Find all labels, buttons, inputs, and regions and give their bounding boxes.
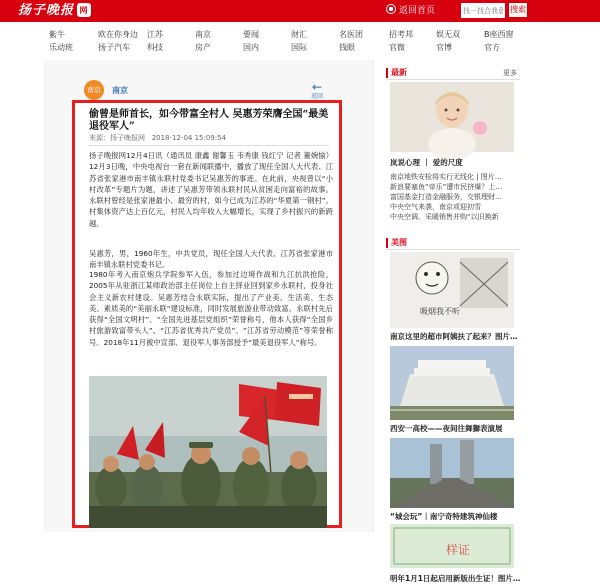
back-button[interactable] bbox=[304, 82, 330, 102]
list-item[interactable]: 南京地铁安检将实行无线化 | 图片… bbox=[390, 173, 502, 181]
back-label: 返回 bbox=[310, 93, 323, 100]
nav-item[interactable]: 钱眼 bbox=[339, 43, 355, 52]
photo-card-image[interactable] bbox=[390, 252, 514, 328]
nav-item[interactable]: 财汇 bbox=[291, 30, 307, 39]
search-button[interactable]: 搜索 bbox=[508, 2, 528, 18]
top-bar bbox=[0, 0, 600, 22]
section-marker bbox=[386, 68, 388, 78]
article-divider bbox=[89, 145, 329, 146]
home-link[interactable] bbox=[386, 4, 435, 18]
latest-headline[interactable]: 岚说心理 ｜ 爱的尺度 bbox=[390, 158, 463, 167]
road-photo-illustration bbox=[390, 438, 514, 508]
list-item[interactable]: 富国基金打造金融服务，交银理财… bbox=[390, 193, 502, 201]
site-logo[interactable] bbox=[18, 2, 91, 20]
article-date: 2018-12-04 15:09:54 bbox=[151, 134, 227, 142]
meme-photo-illustration bbox=[390, 252, 514, 328]
building-photo-illustration bbox=[390, 346, 514, 420]
back-arrow-icon: ← bbox=[311, 80, 323, 94]
nav-item[interactable]: 江苏 bbox=[147, 30, 163, 39]
photo-card-image[interactable] bbox=[390, 346, 514, 420]
photos-section-header bbox=[386, 236, 520, 250]
site-logo-text: 扬子晚报 bbox=[18, 3, 75, 18]
article-source: 来源：扬子晚报网 bbox=[89, 134, 145, 142]
latest-section-header bbox=[386, 66, 520, 80]
nav-item[interactable]: 国际 bbox=[291, 43, 307, 52]
nav-item[interactable]: 名医团 bbox=[339, 30, 363, 39]
nav-item[interactable]: B座西窗 bbox=[484, 30, 514, 39]
section-marker bbox=[386, 238, 388, 248]
nav-item[interactable]: 科技 bbox=[147, 43, 163, 52]
list-item[interactable]: 新浪要塞鱼“帝乐”遭市民挤爆？上… bbox=[390, 183, 503, 191]
photo-card-caption[interactable]: 西安一高校——夜间往舞獅表演展 bbox=[390, 424, 503, 433]
nav-item[interactable]: 官微 bbox=[389, 43, 405, 52]
more-link[interactable]: 更多 bbox=[503, 69, 517, 77]
latest-section-title: 最新 bbox=[391, 68, 407, 77]
certificate-stamp: 样证 bbox=[446, 543, 471, 557]
article-paragraph: 1980年考入南京炮兵学院参军入伍，参加过边境作战和九江抗洪抢险，2005年从驻浙江某师政治部主任岗位上自主择业回到家乡永联村，投身社会主义新农村建设。吴惠芳结合永联实际，提出了产业美、生活美、生态美、素质美的“美丽永联”建设标准，同时发展旅游业带动致富。永联村先后获得“全国文明村”、“全国先进基层党组织”荣誉称号，他本人获得“全国乡村旅游致富带头人”、“江苏省优秀共产党员”、“江苏省劳动模范”等荣誉称号。2018年11月被中宣部、退役军人事务部授予“最美退役军人”称号。 bbox=[89, 270, 333, 347]
channel-badge: 南京 bbox=[84, 80, 104, 100]
sidebar bbox=[386, 60, 526, 583]
photo-card-image[interactable] bbox=[390, 524, 514, 568]
photo-card-image[interactable] bbox=[390, 438, 514, 508]
certificate-photo-illustration bbox=[390, 524, 514, 568]
meme-text: 吸烟我不听 bbox=[420, 307, 460, 316]
photo-card-caption[interactable]: “城会玩”｜南宁奇特建筑神仙楼 bbox=[390, 512, 498, 521]
nav-item[interactable]: 房产 bbox=[195, 43, 211, 52]
article-meta bbox=[89, 133, 329, 143]
nav-item[interactable]: 招考邦 bbox=[389, 30, 413, 39]
child-photo-illustration bbox=[390, 82, 514, 152]
nav-item[interactable]: 娱无双 bbox=[436, 30, 460, 39]
article-title: 偷曾是师首长，如今带富全村人 吴惠芳荣膺全国“最美退役军人” bbox=[89, 109, 329, 132]
photos-section-title: 美图 bbox=[391, 238, 407, 247]
soldiers-photo-illustration bbox=[89, 376, 327, 528]
nav-item[interactable]: 紫牛 bbox=[49, 30, 65, 39]
article-paragraph: 扬子晚报网12月4日讯（通讯员 康鑫 谢馨玉 韦秀康 钱红宁 记者 董婉愉）12月3日晚，中央电视台一套在新闻联播中，播放了现任全国人大代表、江苏省张家港市南丰镇永联村党委书记吴惠芳的事迹。在此前，央视曾以“小村改革”专题片为题，讲述了吴惠芳带领永联村民从贫困走向富裕的故事。永联村曾经是张家港最小、最穷的村，如今已成为江苏的“华夏第一钢村”。村集体资产达上百亿元，村民人均年收入大幅增长，实现了乡村振兴的新跨越。 bbox=[89, 151, 333, 228]
latest-headline-image[interactable] bbox=[390, 82, 514, 152]
nav-item[interactable]: 乐动班 bbox=[49, 43, 73, 52]
search-input[interactable] bbox=[461, 3, 505, 18]
latest-list bbox=[390, 172, 520, 222]
home-link-label: 返回首页 bbox=[399, 6, 436, 16]
list-item[interactable]: 中央空调、采暖销售并购“以旧换新 bbox=[390, 213, 499, 221]
photo-card-caption[interactable]: 明年1月1日起启用新版出生证！图片… bbox=[390, 574, 521, 583]
nav-item[interactable]: 扬子汽车 bbox=[98, 43, 130, 52]
nav-item[interactable]: 国内 bbox=[243, 43, 259, 52]
article-paragraph: 吴惠芳，男，1960年生，中共党员，现任全国人大代表、江苏省张家港市南丰镇永联村党委书记。 bbox=[89, 249, 333, 270]
nav-item[interactable]: 南京 bbox=[195, 30, 211, 39]
home-icon bbox=[386, 4, 396, 14]
nav-item[interactable]: 欧在你身边 bbox=[98, 30, 138, 39]
nav-item[interactable]: 官博 bbox=[436, 43, 452, 52]
site-logo-badge: 网 bbox=[77, 3, 91, 17]
list-item[interactable]: 中央空气来袭，南京或迎初雪 bbox=[390, 203, 481, 211]
channel-name[interactable]: 南京 bbox=[112, 86, 128, 95]
nav-item[interactable]: 官方 bbox=[484, 43, 500, 52]
nav-item[interactable]: 要闻 bbox=[243, 30, 259, 39]
article-highlight-box bbox=[72, 100, 342, 528]
article-photo bbox=[89, 376, 327, 528]
main-nav bbox=[0, 28, 600, 56]
photo-card-caption[interactable]: 南京这里的超市阿姨扶了起来？图片… bbox=[390, 332, 518, 341]
